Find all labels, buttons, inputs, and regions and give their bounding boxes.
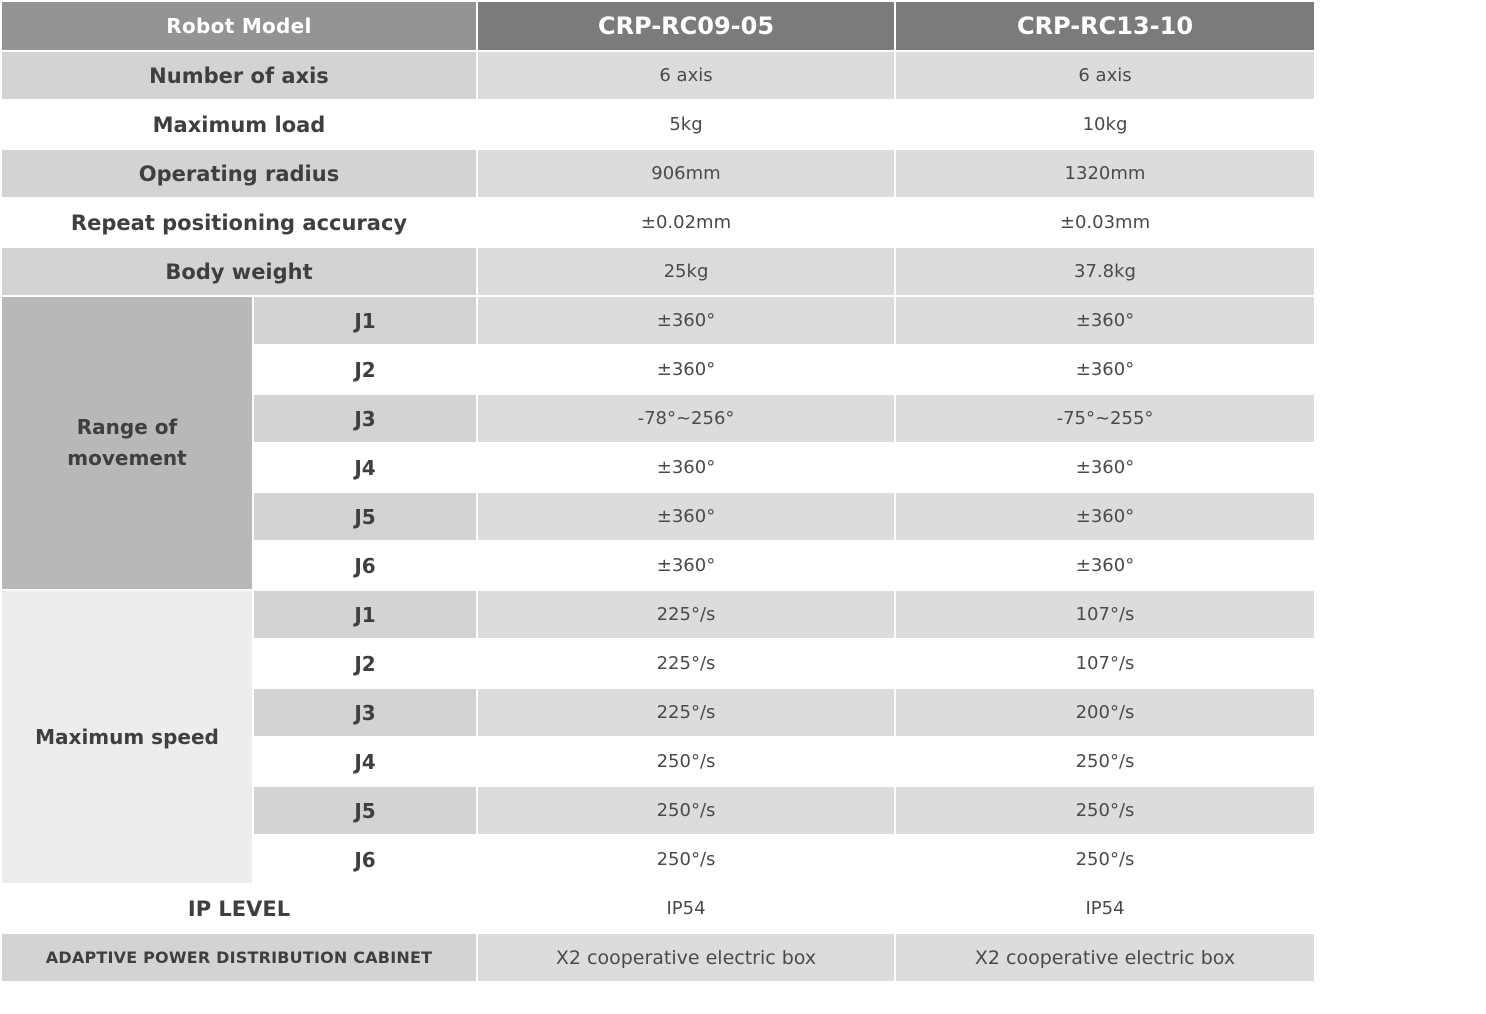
table-row <box>1 247 1315 296</box>
joint-label: J3 <box>253 688 477 737</box>
joint-label: J5 <box>253 786 477 835</box>
row-value-model1: 225°/s <box>477 639 895 688</box>
row-label: Number of axis <box>1 51 477 100</box>
row-value-model1: ±360° <box>477 492 895 541</box>
row-value-model1: 250°/s <box>477 786 895 835</box>
row-value-model2: IP54 <box>895 884 1315 933</box>
header-label: Robot Model <box>1 1 477 51</box>
joint-label: J5 <box>253 492 477 541</box>
row-value-model2: 6 axis <box>895 51 1315 100</box>
row-value-model1: 25kg <box>477 247 895 296</box>
row-label: Body weight <box>1 247 477 296</box>
row-value-model1: ±360° <box>477 443 895 492</box>
row-value-model2: ±360° <box>895 443 1315 492</box>
row-value-model1: IP54 <box>477 884 895 933</box>
group-label-maximum-speed: Maximum speed <box>1 590 253 884</box>
row-label: Maximum load <box>1 100 477 149</box>
header-model-2: CRP-RC13-10 <box>895 1 1315 51</box>
row-value-model2: 10kg <box>895 100 1315 149</box>
row-value-model1: ±0.02mm <box>477 198 895 247</box>
row-value-model1: -78°~256° <box>477 394 895 443</box>
joint-label: J1 <box>253 590 477 639</box>
row-value-model2: ±360° <box>895 541 1315 590</box>
row-label: IP LEVEL <box>1 884 477 933</box>
row-value-model1: 5kg <box>477 100 895 149</box>
row-value-model2: ±360° <box>895 492 1315 541</box>
row-value-model2: 250°/s <box>895 786 1315 835</box>
table-row <box>1 590 1315 639</box>
row-value-model1: 225°/s <box>477 688 895 737</box>
row-value-model1: 6 axis <box>477 51 895 100</box>
row-value-model2: -75°~255° <box>895 394 1315 443</box>
row-value-model2: 37.8kg <box>895 247 1315 296</box>
row-value-model2: 1320mm <box>895 149 1315 198</box>
joint-label: J4 <box>253 443 477 492</box>
row-value-model1: 250°/s <box>477 737 895 786</box>
row-value-model2: ±360° <box>895 296 1315 345</box>
joint-label: J2 <box>253 639 477 688</box>
table-row <box>1 884 1315 933</box>
table-row <box>1 296 1315 345</box>
table-row <box>1 933 1315 982</box>
header-model-1: CRP-RC09-05 <box>477 1 895 51</box>
row-value-model1: X2 cooperative electric box <box>477 933 895 982</box>
row-label: Repeat positioning accuracy <box>1 198 477 247</box>
table-row <box>1 198 1315 247</box>
group-label-line-2: movement <box>67 446 187 470</box>
row-value-model2: ±0.03mm <box>895 198 1315 247</box>
joint-label: J6 <box>253 541 477 590</box>
table-header-row <box>1 1 1315 51</box>
row-label: ADAPTIVE POWER DISTRIBUTION CABINET <box>1 933 477 982</box>
row-value-model2: 200°/s <box>895 688 1315 737</box>
group-label-range-of-movement <box>1 296 253 590</box>
group-label-line-1: Range of <box>76 415 178 439</box>
row-value-model1: ±360° <box>477 345 895 394</box>
row-value-model1: ±360° <box>477 296 895 345</box>
row-value-model2: 107°/s <box>895 639 1315 688</box>
joint-label: J1 <box>253 296 477 345</box>
joint-label: J2 <box>253 345 477 394</box>
row-value-model2: 250°/s <box>895 737 1315 786</box>
row-value-model2: 107°/s <box>895 590 1315 639</box>
table-row <box>1 100 1315 149</box>
row-value-model2: X2 cooperative electric box <box>895 933 1315 982</box>
row-value-model1: 225°/s <box>477 590 895 639</box>
row-value-model2: 250°/s <box>895 835 1315 884</box>
joint-label: J6 <box>253 835 477 884</box>
row-value-model2: ±360° <box>895 345 1315 394</box>
row-value-model1: ±360° <box>477 541 895 590</box>
joint-label: J4 <box>253 737 477 786</box>
row-label: Operating radius <box>1 149 477 198</box>
table-row <box>1 149 1315 198</box>
joint-label: J3 <box>253 394 477 443</box>
row-value-model1: 250°/s <box>477 835 895 884</box>
table-row <box>1 51 1315 100</box>
row-value-model1: 906mm <box>477 149 895 198</box>
